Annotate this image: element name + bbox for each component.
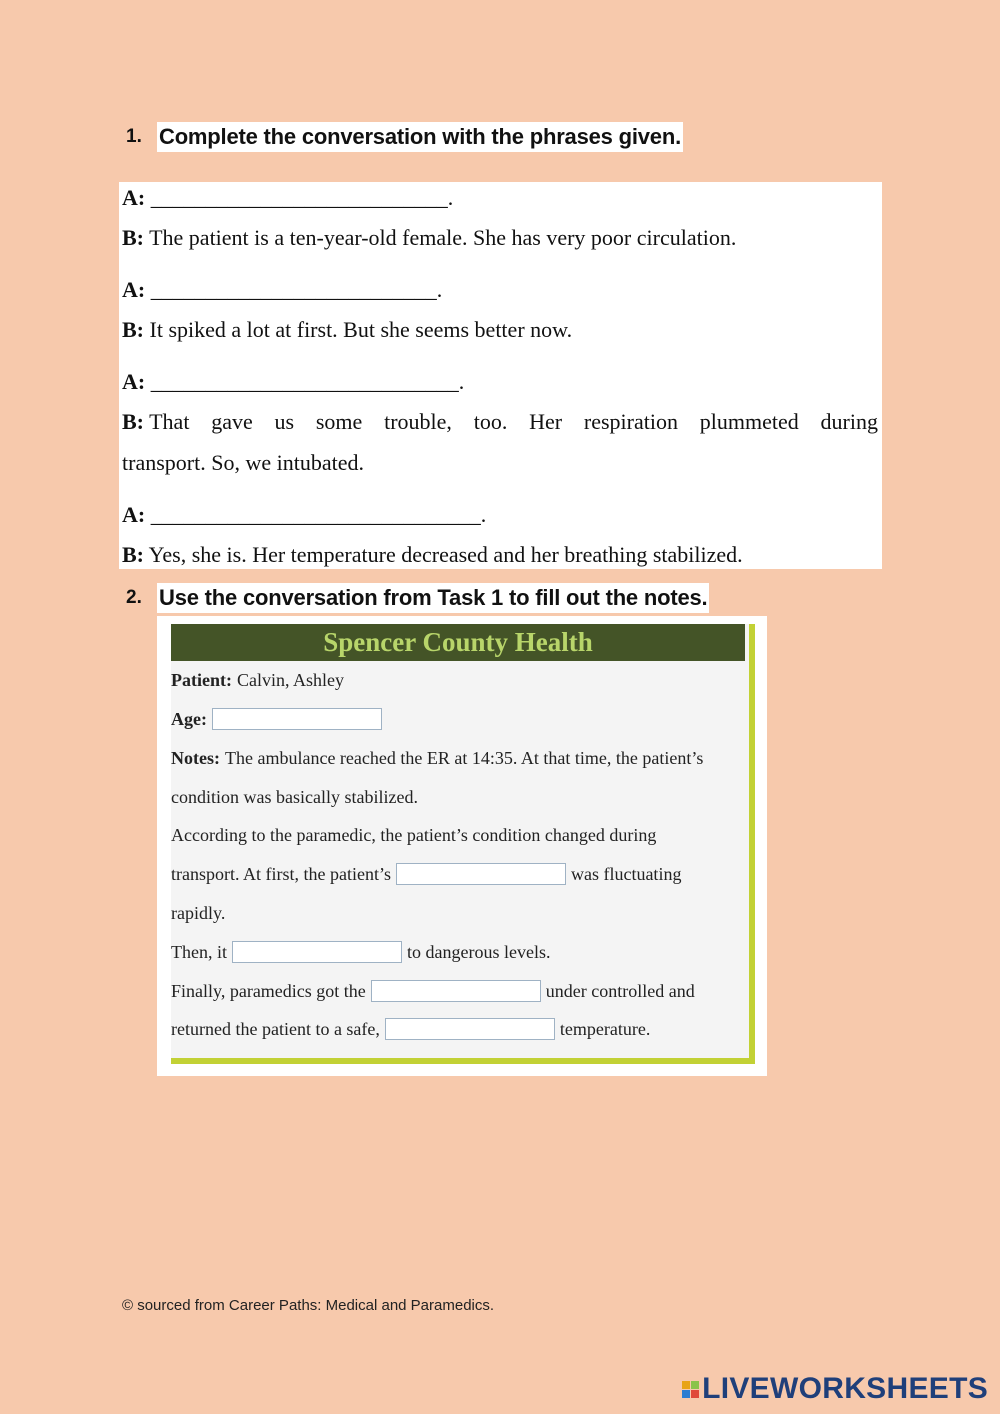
vital-input[interactable]	[396, 863, 566, 885]
dialogue-word: That	[149, 409, 190, 434]
dialogue-word: some	[315, 409, 363, 434]
speaker-label: B:	[122, 409, 144, 434]
conversation-box	[119, 182, 882, 569]
notes-text: temperature.	[559, 1018, 651, 1039]
dialogue-word: us	[274, 409, 295, 434]
notes-form	[171, 624, 755, 1064]
justified-row	[122, 409, 878, 435]
answer-blank: ______________________________.	[145, 502, 487, 527]
temperature-row	[171, 1018, 650, 1040]
notes-text-line2: condition was basically stabilized.	[171, 787, 418, 807]
notes-title: Spencer County Health	[171, 624, 745, 661]
patient-name: Calvin, Ashley	[236, 670, 344, 690]
dialogue-line-a3	[122, 369, 464, 395]
temperature-input[interactable]	[385, 1018, 555, 1040]
task2-title: Use the conversation from Task 1 to fill out the notes.	[157, 583, 709, 613]
logo-square-icon	[682, 1390, 690, 1398]
source-credit: © sourced from Career Paths: Medical and Paramedics.	[122, 1297, 495, 1314]
dialogue-line-b2	[122, 317, 572, 343]
dialogue-word: trouble,	[384, 409, 452, 434]
notes-row	[171, 748, 703, 769]
logo-square-icon	[691, 1390, 699, 1398]
dialogue-line-a1	[122, 185, 453, 211]
task2-number: 2.	[126, 587, 142, 608]
answer-blank: __________________________.	[145, 277, 443, 302]
logo-square-icon	[682, 1381, 690, 1389]
speaker-label: A:	[122, 185, 146, 210]
answer-blank: ___________________________.	[145, 185, 454, 210]
notes-text-line5: rapidly.	[171, 903, 226, 923]
vital-row	[171, 863, 681, 885]
speaker-label: A:	[122, 369, 146, 394]
patient-label: Patient:	[171, 670, 232, 690]
notes-card	[157, 616, 767, 1076]
notes-text: Finally, paramedics got the	[171, 980, 366, 1001]
dialogue-word: Her	[529, 409, 563, 434]
dialogue-text: Yes, she is. Her temperature decreased and her breathing stabilized.	[144, 542, 743, 567]
dialogue-word: respiration	[583, 409, 678, 434]
notes-text: was fluctuating	[570, 863, 682, 884]
controlled-input[interactable]	[371, 980, 541, 1002]
speaker-label: A:	[122, 277, 146, 302]
notes-label: Notes:	[171, 748, 220, 768]
dialogue-word: too.	[473, 409, 508, 434]
notes-text: returned the patient to a safe,	[171, 1018, 380, 1039]
verb-input[interactable]	[232, 941, 402, 963]
logo-square-icon	[691, 1381, 699, 1389]
task1-heading	[126, 122, 683, 152]
dialogue-text: It spiked a lot at first. But she seems better now.	[144, 317, 573, 342]
age-input[interactable]	[212, 708, 382, 730]
controlled-row	[171, 980, 695, 1002]
age-row	[171, 708, 387, 730]
notes-text: transport. At first, the patient’s	[171, 863, 391, 884]
speaker-label: B:	[122, 225, 144, 250]
notes-text: Then, it	[171, 941, 227, 962]
dialogue-word: plummeted	[699, 409, 799, 434]
dialogue-word	[122, 409, 189, 435]
speaker-label: A:	[122, 502, 146, 527]
dialogue-line-b3	[122, 409, 878, 476]
speaker-label: B:	[122, 317, 144, 342]
task1-number: 1.	[126, 126, 142, 147]
notes-text: to dangerous levels.	[407, 941, 551, 962]
age-label: Age:	[171, 708, 207, 729]
dialogue-text: The patient is a ten-year-old female. She has very poor circulation.	[144, 225, 737, 250]
answer-blank: ____________________________.	[145, 369, 465, 394]
speaker-label: B:	[122, 542, 144, 567]
dialogue-word: gave	[211, 409, 253, 434]
liveworksheets-logo[interactable]	[682, 1372, 988, 1406]
task1-title: Complete the conversation with the phrases given.	[157, 122, 683, 152]
liveworksheets-icon	[682, 1381, 699, 1398]
notes-text: under controlled and	[545, 980, 695, 1001]
verb-row	[171, 941, 550, 963]
dialogue-line-a2	[122, 277, 442, 303]
dialogue-line-a4	[122, 502, 486, 528]
patient-row	[171, 670, 344, 691]
dialogue-word: during	[820, 409, 878, 434]
dialogue-line-b4	[122, 542, 743, 568]
brand-name: LIVEWORKSHEETS	[702, 1372, 988, 1405]
notes-text-line3: According to the paramedic, the patient’s condition changed during	[171, 825, 657, 845]
task2-heading	[126, 583, 709, 613]
dialogue-line-b1	[122, 225, 736, 251]
notes-text: The ambulance reached the ER at 14:35. At that time, the patient’s	[224, 748, 704, 768]
dialogue-text: transport. So, we intubated.	[122, 450, 364, 475]
